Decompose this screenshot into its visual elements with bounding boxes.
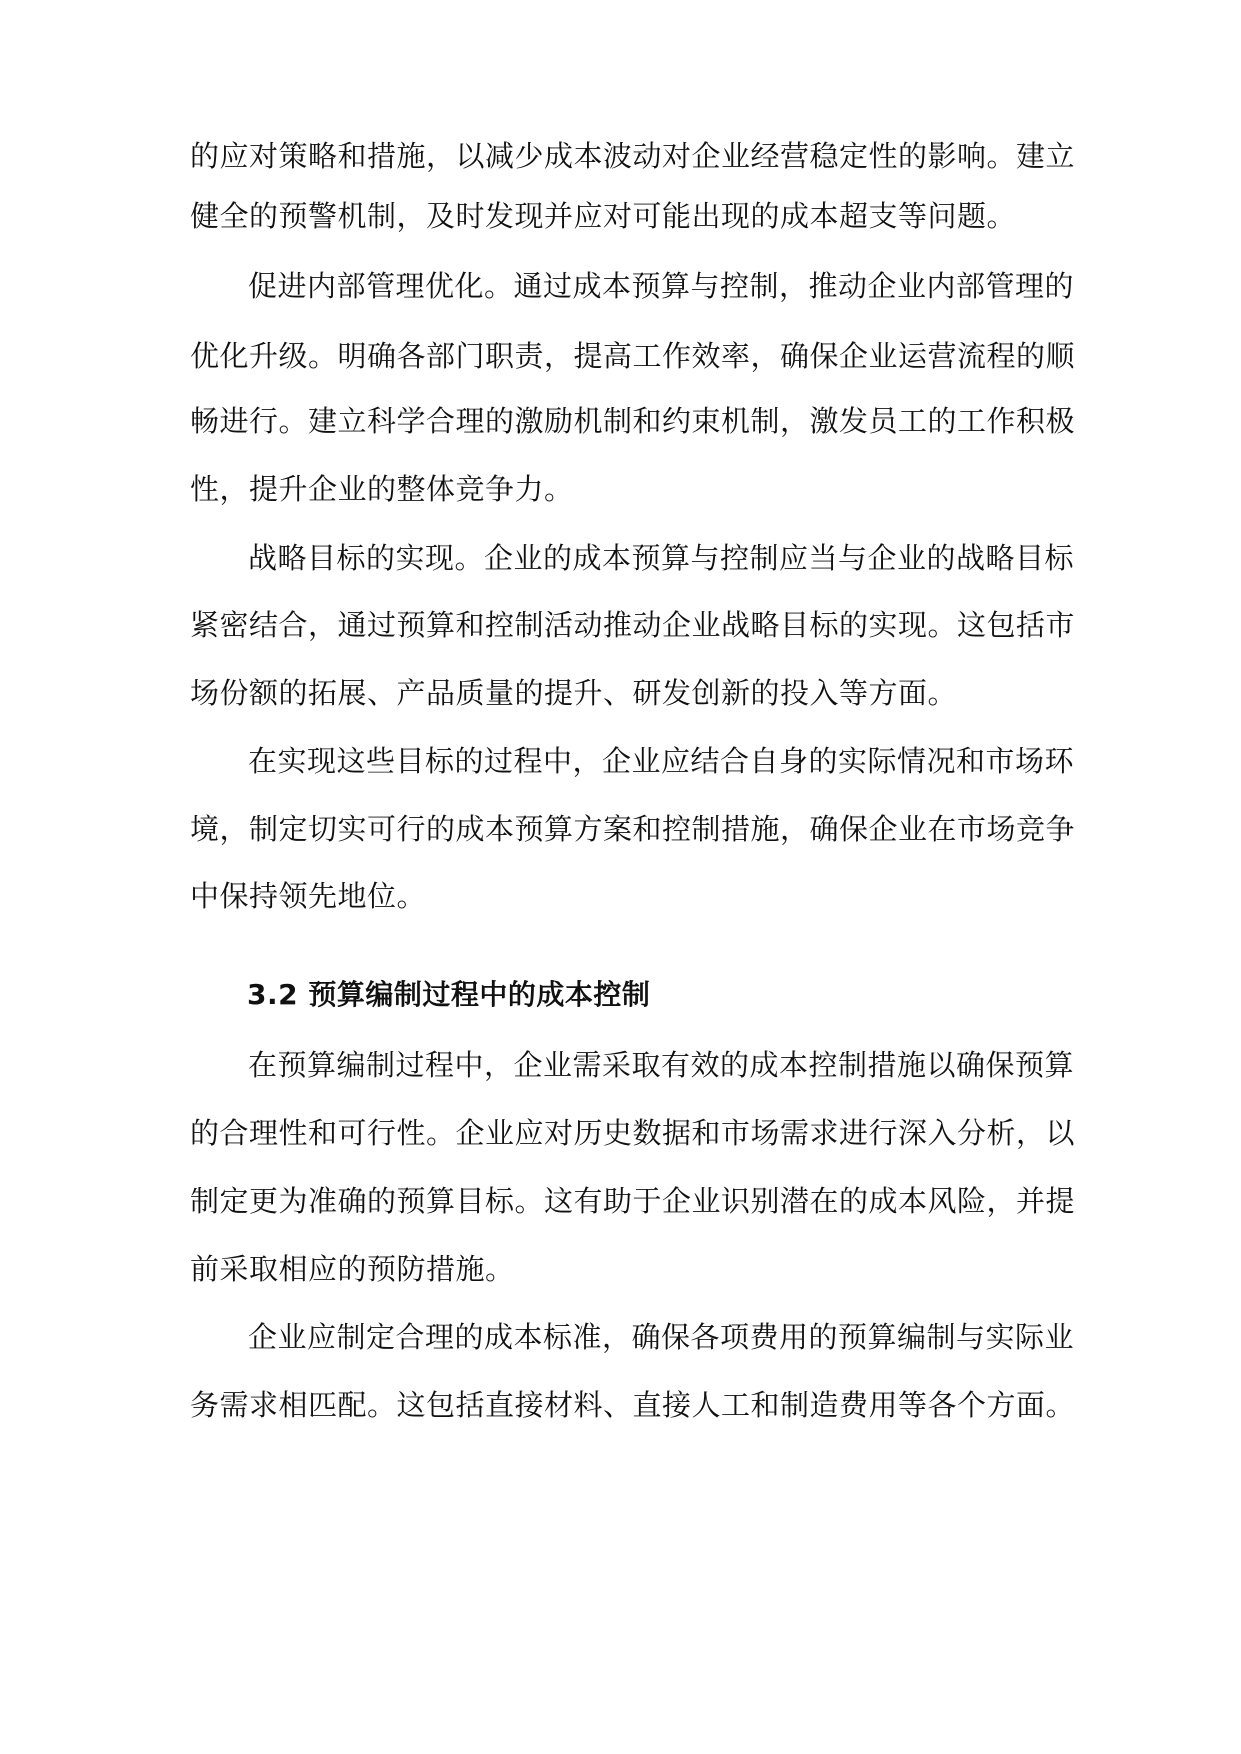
text-line: 的应对策略和措施，以减少成本波动对企业经营稳定性的影响。建立 (190, 139, 1076, 173)
paragraph-first-line: 企业应制定合理的成本标准，确保各项费用的预算编制与实际业 (248, 1320, 1075, 1354)
text-line: 场份额的拓展、产品质量的提升、研发创新的投入等方面。 (190, 676, 958, 710)
section-heading: 3.2 预算编制过程中的成本控制 (247, 978, 651, 1011)
text-line: 务需求相匹配。这包括直接材料、直接人工和制造费用等各个方面。 (190, 1388, 1076, 1422)
text-line: 畅进行。建立科学合理的激励机制和约束机制，激发员工的工作积极 (190, 404, 1076, 438)
text-line: 的合理性和可行性。企业应对历史数据和市场需求进行深入分析，以 (190, 1116, 1076, 1150)
text-line: 中保持领先地位。 (190, 879, 427, 913)
text-line: 紧密结合，通过预算和控制活动推动企业战略目标的实现。这包括市 (190, 608, 1076, 642)
paragraph-first-line: 促进内部管理优化。通过成本预算与控制，推动企业内部管理的 (248, 269, 1075, 303)
text-line: 前采取相应的预防措施。 (190, 1252, 515, 1286)
text-line: 境，制定切实可行的成本预算方案和控制措施，确保企业在市场竞争 (190, 812, 1076, 846)
text-line: 优化升级。明确各部门职责，提高工作效率，确保企业运营流程的顺 (190, 339, 1076, 373)
paragraph-first-line: 在实现这些目标的过程中，企业应结合自身的实际情况和市场环 (248, 744, 1075, 778)
paragraph-first-line: 战略目标的实现。企业的成本预算与控制应当与企业的战略目标 (248, 541, 1075, 575)
text-line: 性，提升企业的整体竞争力。 (190, 472, 574, 506)
paragraph-first-line: 在预算编制过程中，企业需采取有效的成本控制措施以确保预算 (248, 1048, 1075, 1082)
text-line: 制定更为准确的预算目标。这有助于企业识别潜在的成本风险，并提 (190, 1184, 1076, 1218)
text-line: 健全的预警机制，及时发现并应对可能出现的成本超支等问题。 (190, 199, 1017, 233)
